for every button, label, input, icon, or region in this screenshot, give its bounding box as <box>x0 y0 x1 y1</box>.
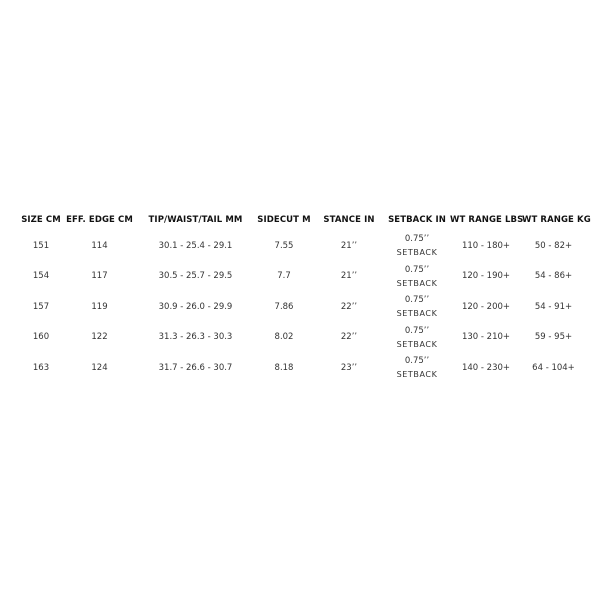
cell-sidecut: 7.7 <box>277 271 291 282</box>
cell-stance: 21’’ <box>340 240 358 251</box>
setback-word: SETBACK <box>396 278 438 288</box>
table-row <box>20 231 585 262</box>
cell-eff-edge: 124 <box>91 362 108 373</box>
cell-eff-edge: 114 <box>91 240 108 251</box>
cell-wt-range-kg: 54 - 86+ <box>534 271 573 282</box>
cell-setback <box>384 294 450 320</box>
cell-setback <box>384 233 450 259</box>
cell-tip-waist-tail: 31.3 - 26.3 - 30.3 <box>158 332 233 343</box>
setback-value: 0.75’’ <box>404 234 430 245</box>
spec-table <box>20 209 591 384</box>
cell-wt-range-kg: 59 - 95+ <box>534 332 573 343</box>
table-row <box>20 323 585 354</box>
cell-wt-range-lbs: 140 - 230+ <box>461 362 511 373</box>
cell-stance: 21’’ <box>340 271 358 282</box>
cell-tip-waist-tail: 30.1 - 25.4 - 29.1 <box>158 240 233 251</box>
cell-size: 154 <box>32 271 50 282</box>
header-size-cm: SIZE CM <box>21 215 61 225</box>
cell-tip-waist-tail: 30.9 - 26.0 - 29.9 <box>158 301 233 312</box>
cell-stance: 22’’ <box>340 332 358 343</box>
setback-word: SETBACK <box>396 339 438 349</box>
cell-sidecut: 7.55 <box>274 240 294 251</box>
table-row <box>20 262 585 293</box>
cell-sidecut: 8.02 <box>274 332 294 343</box>
cell-wt-range-lbs: 130 - 210+ <box>461 332 511 343</box>
header-tip-waist-tail-mm: TIP/WAIST/TAIL MM <box>148 215 243 225</box>
header-stance-in: STANCE IN <box>323 215 375 225</box>
cell-setback <box>384 325 450 351</box>
cell-size: 160 <box>32 332 50 343</box>
header-wt-range-kg: WT RANGE KG <box>522 215 591 225</box>
header-eff-edge-cm: EFF. EDGE CM <box>66 215 133 225</box>
setback-word: SETBACK <box>396 248 438 258</box>
cell-wt-range-kg: 50 - 82+ <box>534 240 573 251</box>
cell-eff-edge: 122 <box>91 332 108 343</box>
cell-size: 163 <box>32 362 50 373</box>
setback-word: SETBACK <box>396 309 438 319</box>
cell-setback <box>384 355 450 381</box>
cell-stance: 23’’ <box>340 362 358 373</box>
cell-eff-edge: 119 <box>91 301 108 312</box>
cell-sidecut: 8.18 <box>274 362 294 373</box>
cell-eff-edge: 117 <box>91 271 108 282</box>
setback-word: SETBACK <box>396 370 438 380</box>
setback-value: 0.75’’ <box>404 295 430 306</box>
cell-setback <box>384 264 450 290</box>
cell-wt-range-lbs: 120 - 190+ <box>461 271 511 282</box>
cell-wt-range-lbs: 110 - 180+ <box>461 240 511 251</box>
setback-value: 0.75’’ <box>404 264 430 275</box>
header-sidecut-m: SIDECUT M <box>257 215 311 225</box>
cell-sidecut: 7.86 <box>274 301 294 312</box>
cell-tip-waist-tail: 30.5 - 25.7 - 29.5 <box>158 271 233 282</box>
table-row <box>20 292 585 323</box>
setback-value: 0.75’’ <box>404 356 430 367</box>
header-wt-range-lbs: WT RANGE LBS <box>450 215 524 225</box>
cell-wt-range-kg: 64 - 104+ <box>532 362 575 373</box>
cell-wt-range-lbs: 120 - 200+ <box>461 301 511 312</box>
setback-value: 0.75’’ <box>404 325 430 336</box>
table-row <box>20 353 585 384</box>
cell-wt-range-kg: 54 - 91+ <box>534 301 573 312</box>
cell-size: 157 <box>32 301 50 312</box>
cell-tip-waist-tail: 31.7 - 26.6 - 30.7 <box>158 362 233 373</box>
cell-size: 151 <box>32 240 50 251</box>
table-header-row <box>20 209 591 231</box>
header-setback-in: SETBACK IN <box>388 215 446 225</box>
cell-stance: 22’’ <box>340 301 358 312</box>
